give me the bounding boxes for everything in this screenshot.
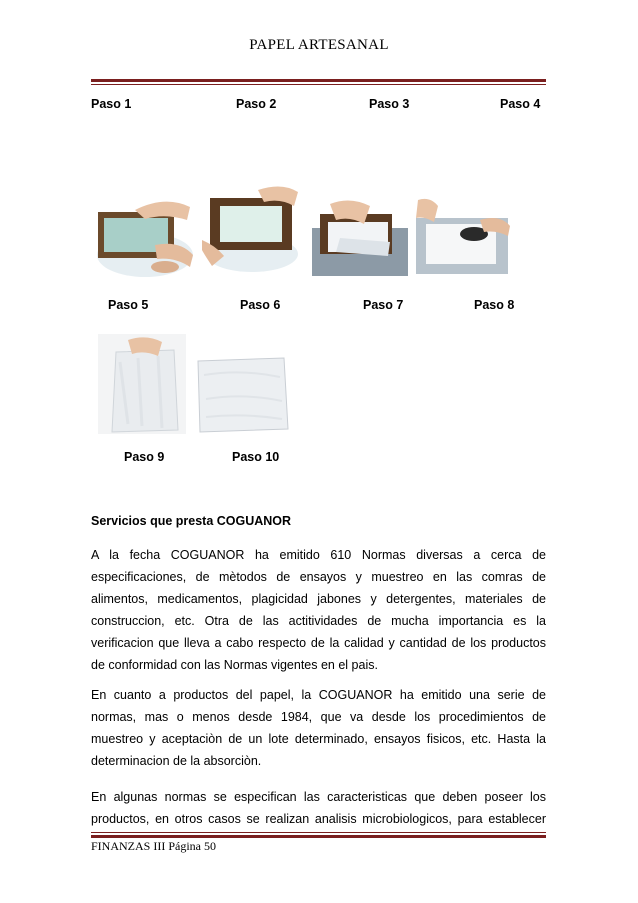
paragraph-1 <box>91 544 546 676</box>
photo-step-10 <box>194 355 290 435</box>
page-title: PAPEL ARTESANAL <box>249 37 389 53</box>
paragraph-line: alimentos, medicamentos, plagicidad jabones y detergentes, materiales de <box>91 592 546 606</box>
step-label-8: Paso 8 <box>474 298 515 312</box>
paragraph-line: En cuanto a productos del papel, la COGUANOR ha emitido una serie de <box>91 688 546 702</box>
section-heading: Servicios que presta COGUANOR <box>91 514 292 528</box>
paragraph-line: especificaciones, de mètodos de ensayos y muestreo en las comras de <box>91 570 546 584</box>
step-label-9: Paso 9 <box>124 450 165 464</box>
photo-step-9 <box>98 334 186 434</box>
page-footer: FINANZAS III Página 50 <box>91 839 216 853</box>
photo-step-5 <box>95 185 195 280</box>
footer-rule-thick <box>91 835 546 838</box>
photo-step-7 <box>310 190 410 280</box>
paragraph-line: muestreo y aceptaciòn de un lote determinado, ensayos fisicos, etc. Hasta la <box>91 732 546 746</box>
header-rule-thin <box>91 84 546 85</box>
header-rule-thick <box>91 79 546 82</box>
photo-step-8 <box>412 190 512 280</box>
paragraph-line: determinacion de la absorciòn. <box>91 754 262 768</box>
step-label-6: Paso 6 <box>240 298 281 312</box>
step-label-10: Paso 10 <box>232 450 280 464</box>
step-label-2: Paso 2 <box>236 97 277 111</box>
step-label-1: Paso 1 <box>91 97 132 111</box>
footer-rule-thin <box>91 832 546 833</box>
step-label-4: Paso 4 <box>500 97 541 111</box>
paragraph-2 <box>91 684 546 772</box>
step-label-3: Paso 3 <box>369 97 410 111</box>
paragraph-3 <box>91 786 546 830</box>
paragraph-line: En algunas normas se especifican las caracteristicas que deben poseer los <box>91 790 546 804</box>
paragraph-line: productos, en otros casos se realizan analisis microbiologicos, para establecer <box>91 812 546 826</box>
step-label-5: Paso 5 <box>108 298 149 312</box>
step-label-7: Paso 7 <box>363 298 404 312</box>
paragraph-line: A la fecha COGUANOR ha emitido 610 Normas diversas a cerca de <box>91 548 546 562</box>
paragraph-line: construccion, etc. Otra de las actitividades de mucha importancia es la <box>91 614 546 628</box>
paragraph-line: verificacion que lleva a cabo respecto de la calidad y cantidad de los productos <box>91 636 546 650</box>
paragraph-line: normas, mas o menos desde 1984, que va desde los procedimientos de <box>91 710 546 724</box>
photo-step-6 <box>202 180 302 275</box>
paragraph-line: de conformidad con las Normas vigentes en el pais. <box>91 658 378 672</box>
